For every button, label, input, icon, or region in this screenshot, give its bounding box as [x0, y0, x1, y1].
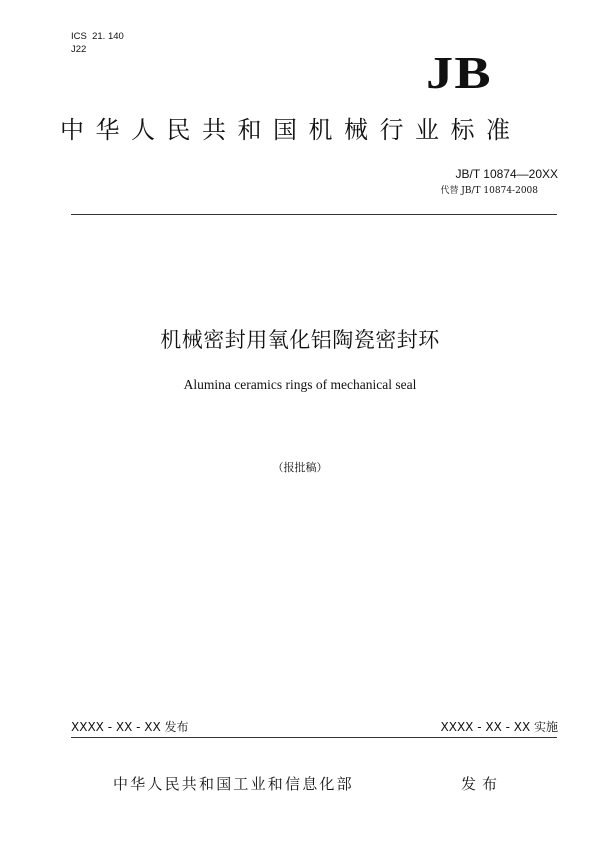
classification-codes	[71, 30, 124, 56]
implementation-date: XXXX - XX - XX 实施	[440, 720, 558, 734]
replaces-standard: 代替 JB/T 10874-2008	[440, 186, 538, 196]
footer-divider	[71, 737, 557, 738]
ccs-code: J22	[71, 44, 87, 55]
jb-logo: JB	[426, 47, 492, 98]
draft-status: （报批稿）	[272, 461, 328, 474]
standard-title: 中华人民共和国机械行业标准	[60, 116, 522, 144]
document-title-en: Alumina ceramics rings of mechanical seal	[183, 377, 417, 392]
standard-number: JB/T 10874—20XX	[455, 167, 558, 181]
publisher: 中华人民共和国工业和信息化部	[113, 775, 354, 793]
publish-label: 发布	[461, 775, 504, 793]
document-title-cn: 机械密封用氧化铝陶瓷密封环	[160, 328, 440, 352]
issue-date: XXXX - XX - XX 发布	[71, 720, 189, 734]
header-divider	[71, 214, 557, 215]
ics-code: ICS 21. 140	[71, 31, 124, 42]
